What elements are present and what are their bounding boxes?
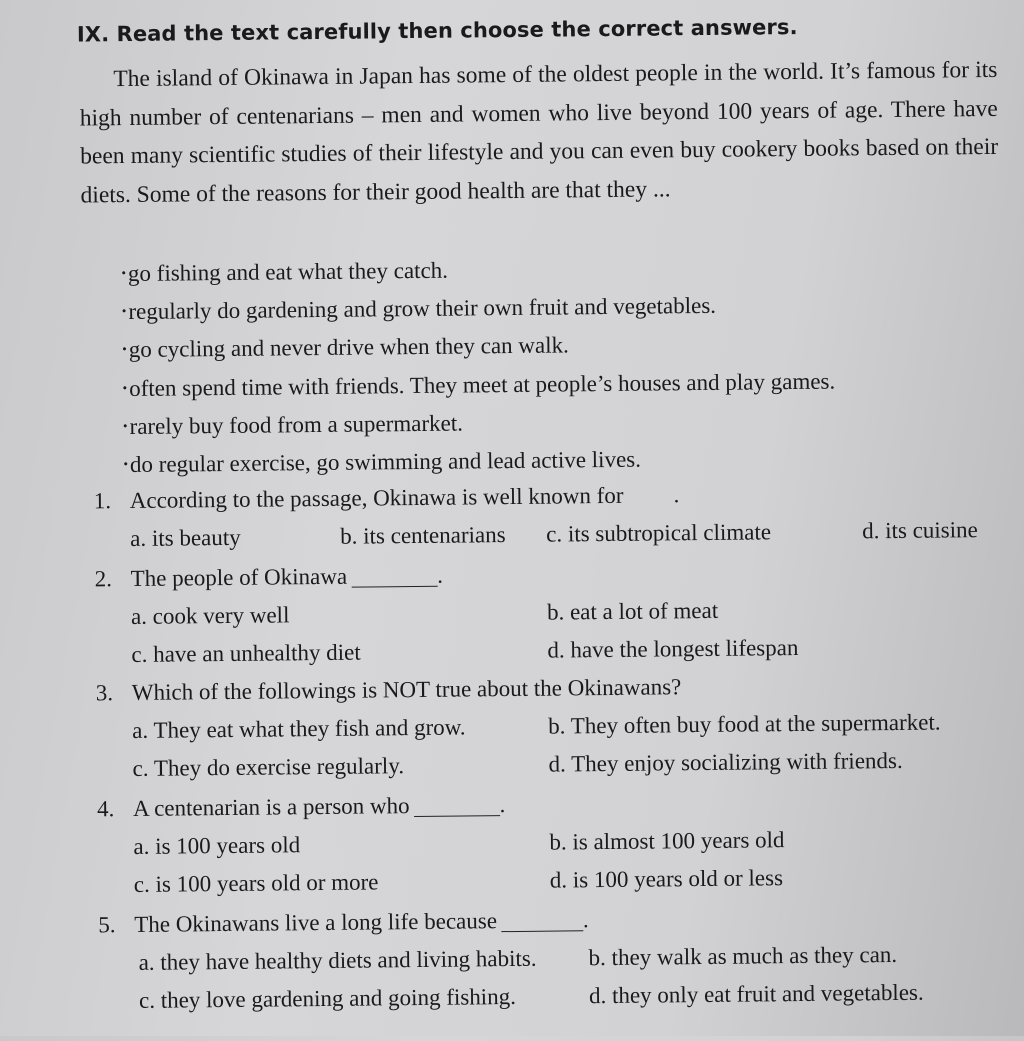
question-number: 3. xyxy=(95,680,114,706)
question-stem: Which of the followings is NOT true about the Okinawans? xyxy=(131,674,682,705)
reasons-list xyxy=(121,247,836,484)
question-4: 4. A centenarian is a person who . a. is 100 years old b. is almost 100 years old c. is 100 years old or more d. is 100 years old or less xyxy=(97,781,998,904)
question-stem: The Okinawans live a long life because xyxy=(134,908,498,937)
question-1: 1. According to the passage, Okinawa is well known for . a. its beauty b. its centenarians c. its subtropical climate d. its cuisine xyxy=(94,473,995,558)
option-b[interactable]: b. eat a lot of meat xyxy=(546,597,719,625)
option-b[interactable]: b. They often buy food at the supermarket. xyxy=(548,709,941,739)
question-stem: The people of Okinawa xyxy=(130,563,348,591)
list-item: •rarely buy food from a supermarket. xyxy=(122,410,464,439)
bullet-icon: • xyxy=(122,379,128,395)
question-number: 1. xyxy=(93,488,112,514)
question-2: 2. The people of Okinawa . a. cook very well b. eat a lot of meat c. have an unhealthy diet d. have the longest lifespan xyxy=(94,551,995,674)
answer-blank[interactable] xyxy=(413,793,499,817)
option-c[interactable]: c. is 100 years old or more xyxy=(133,869,379,897)
question-stem: A centenarian is a person who xyxy=(132,793,410,821)
option-d[interactable]: d. they only eat fruit and vegetables. xyxy=(588,979,924,1009)
question-number: 4. xyxy=(96,796,115,822)
option-b[interactable]: b. is almost 100 years old xyxy=(549,827,785,855)
option-a[interactable]: a. They eat what they fish and grow. xyxy=(132,714,466,743)
option-d[interactable]: d. have the longest lifespan xyxy=(547,635,799,663)
option-c[interactable]: c. have an unhealthy diet xyxy=(131,639,361,667)
bullet-icon: • xyxy=(123,455,129,472)
list-item: •go fishing and eat what they catch. xyxy=(121,257,449,287)
option-c[interactable]: c. They do exercise regularly. xyxy=(132,753,405,781)
question-stem: According to the passage, Okinawa is well known for xyxy=(129,482,624,514)
list-item: •often spend time with friends. They meet at people’s houses and play games. xyxy=(122,368,836,401)
question-number: 2. xyxy=(94,566,112,592)
list-item: •do regular exercise, go swimming and lead active lives. xyxy=(123,446,642,477)
question-3 xyxy=(96,665,997,788)
question-5: 5. The Okinawans live a long life because . a. they have healthy diets and living habits. b. they walk as much as they can. c. they love gardening and going fishing. d. they only eat fruit and vegetables. xyxy=(98,897,999,1020)
answer-blank[interactable] xyxy=(351,564,437,588)
bullet-icon: • xyxy=(122,341,127,357)
option-d[interactable]: d. is 100 years old or less xyxy=(549,865,784,893)
exercise-heading: IX. Read the text carefully then choose the correct answers. xyxy=(76,14,798,47)
reading-passage: The island of Okinawa in Japan has some of the oldest people in the world. It’s famous for its high number of centenarians – men and women who live beyond 100 years of age. There have been many scientific studies of their lifestyle and you can even buy cookery books based on their diets. Some of the reasons for their good health are that they ... xyxy=(79,56,999,209)
option-a[interactable]: a. is 100 years old xyxy=(133,832,301,859)
bullet-icon: • xyxy=(122,417,128,433)
option-c[interactable]: c. its subtropical climate xyxy=(546,519,772,547)
question-number: 5. xyxy=(98,912,116,938)
option-b[interactable]: b. they walk as much as they can. xyxy=(588,941,898,971)
option-a[interactable]: a. they have healthy diets and living habits. xyxy=(138,945,537,975)
list-item: •go cycling and never drive when they can walk. xyxy=(122,332,569,363)
option-d[interactable]: d. They enjoy socializing with friends. xyxy=(548,747,903,777)
option-a[interactable]: a. its beauty xyxy=(130,524,241,551)
list-item: •regularly do gardening and grow their own fruit and vegetables. xyxy=(121,293,717,325)
option-d[interactable]: d. its cuisine xyxy=(862,517,978,544)
bullet-icon: • xyxy=(121,303,127,319)
answer-blank[interactable] xyxy=(501,908,583,932)
option-b[interactable]: b. its centenarians xyxy=(340,522,506,549)
option-a[interactable]: a. cook very well xyxy=(130,602,290,629)
option-c[interactable]: c. they love gardening and going fishing. xyxy=(138,983,517,1013)
bullet-icon: • xyxy=(121,265,127,281)
